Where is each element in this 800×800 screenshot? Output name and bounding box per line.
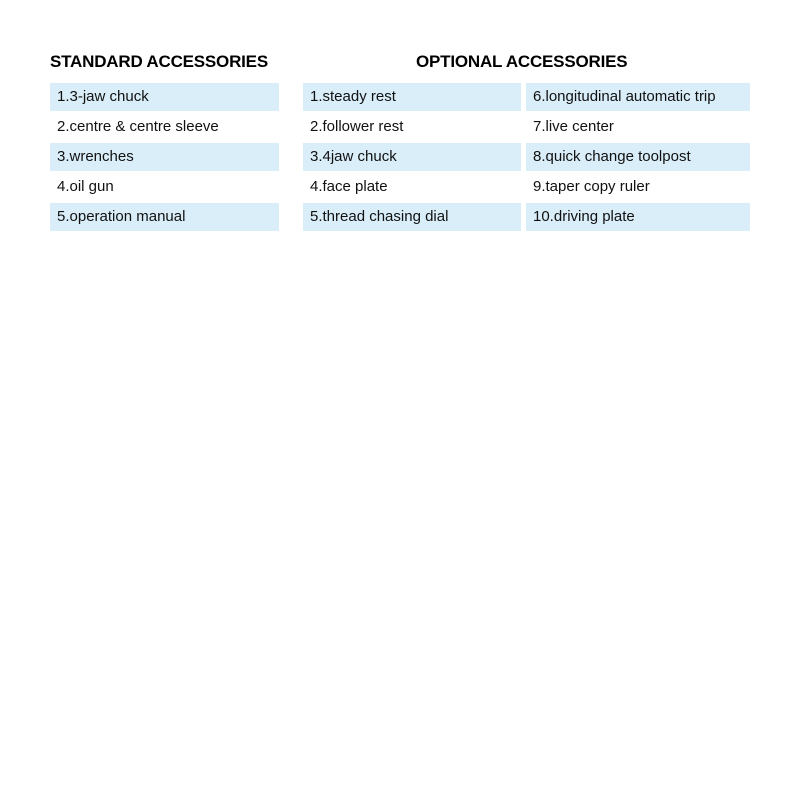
standard-accessories-heading: STANDARD ACCESSORIES (50, 52, 268, 71)
standard-item-4: 4.oil gun (57, 178, 114, 195)
standard-item-2: 2.centre & centre sleeve (57, 118, 219, 135)
standard-item-3: 3.wrenches (50, 143, 279, 171)
optional-item-7: 7.live center (533, 118, 614, 135)
optional-item-5: 5.thread chasing dial (303, 203, 521, 231)
optional-item-9: 9.taper copy ruler (533, 178, 650, 195)
optional-item-2: 2.follower rest (310, 118, 404, 135)
optional-accessories-heading: OPTIONAL ACCESSORIES (416, 52, 628, 71)
optional-accessories-list-1 (303, 83, 521, 231)
optional-item-4: 4.face plate (310, 178, 388, 195)
optional-item-6: 6.longitudinal automatic trip (526, 83, 750, 111)
standard-accessories-list (50, 83, 279, 231)
optional-item-8: 8.quick change toolpost (526, 143, 750, 171)
optional-item-10: 10.driving plate (526, 203, 750, 231)
optional-item-3: 3.4jaw chuck (303, 143, 521, 171)
standard-item-1: 1.3-jaw chuck (50, 83, 279, 111)
standard-item-5: 5.operation manual (50, 203, 279, 231)
optional-item-1: 1.steady rest (303, 83, 521, 111)
optional-accessories-list-2 (526, 83, 750, 231)
